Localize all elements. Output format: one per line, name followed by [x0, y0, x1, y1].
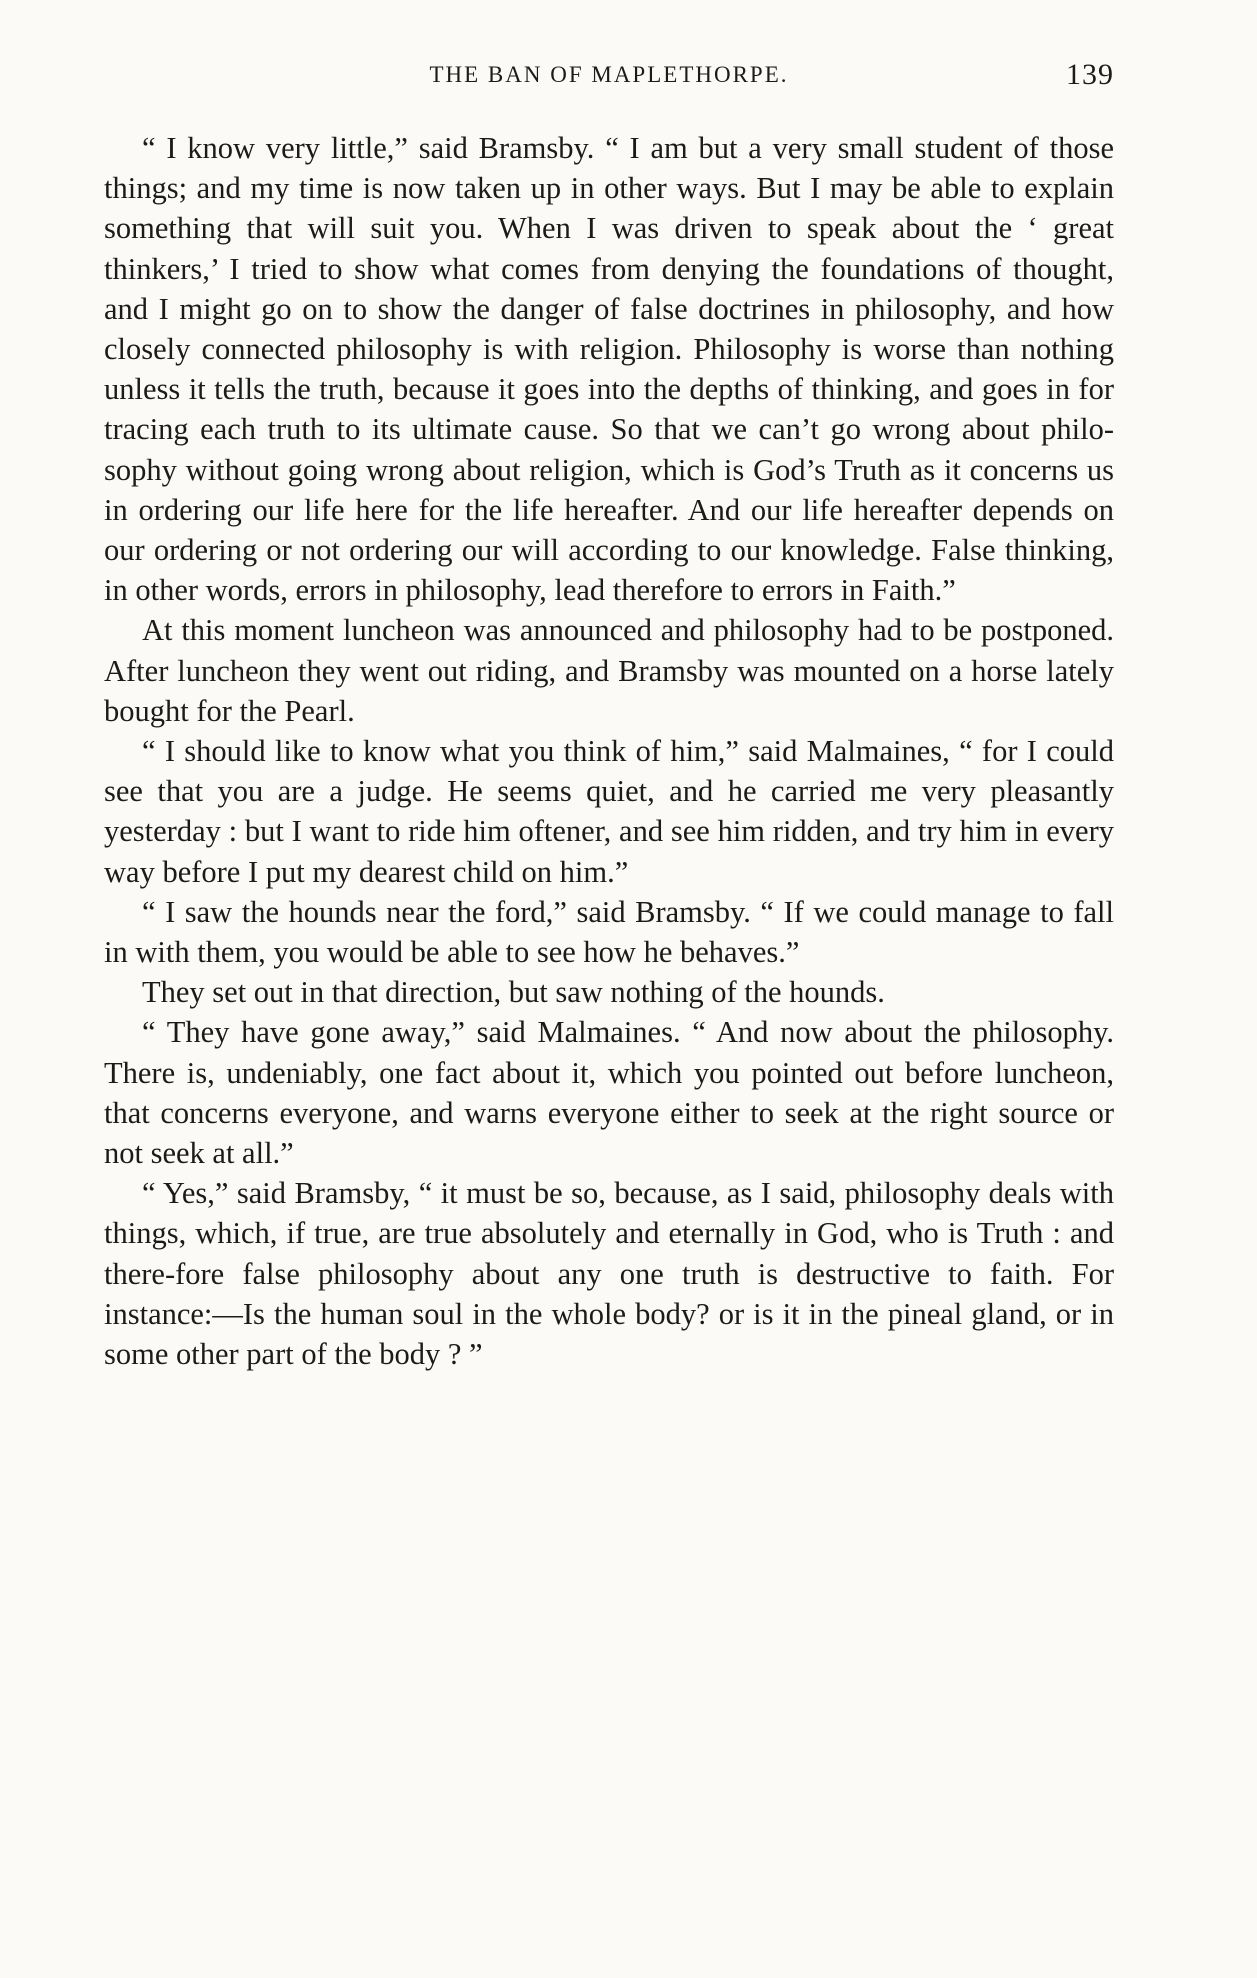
body-text: [104, 128, 1114, 1374]
running-title: THE BAN OF MAPLETHORPE.: [429, 62, 789, 87]
paragraph-5: They set out in that direction, but saw nothing of the hounds.: [142, 975, 885, 1010]
paragraph-1: “ I know very little,” said Bramsby. “ I am but a very small student of those things; and my time is now taken up in other ways. But I may be able to explain something that will suit you. When I was driven to speak about the ‘ great thinkers,’ I tried to show what comes from denying the foundations of thought, and I might go on to show the danger of false doctrines in philosophy, and how closely connected philosophy is with religion. Philosophy is worse than nothing unless it tells the truth, because it goes into the depths of thinking, and goes in for tracing each truth to its ultimate cause. So that we can’t go wrong about philo-sophy without going wrong about religion, which is God’s Truth as it concerns us in ordering our life here for the life hereafter. And our life hereafter depends on our ordering or not ordering our will according to our knowledge. False thinking, in other words, errors in philosophy, lead therefore to errors in Faith.”: [104, 131, 1114, 608]
page-number: 139: [1066, 58, 1114, 91]
paragraph-7: “ Yes,” said Bramsby, “ it must be so, because, as I said, philosophy deals with things, which, if true, are true absolutely and eternally in God, who is Truth : and there-fore false philosophy about any one truth is destructive to faith. For instance:—Is the human soul in the whole body? or is it in the pineal gland, or in some other part of the body ? ”: [104, 1176, 1114, 1372]
paragraph-6: “ They have gone away,” said Malmaines. “ And now about the philosophy. There is, undeniably, one fact about it, which you pointed out before luncheon, that concerns everyone, and warns everyone either to seek at the right source or not seek at all.”: [104, 1015, 1114, 1171]
paragraph-3: “ I should like to know what you think of him,” said Malmaines, “ for I could see that you are a judge. He seems quiet, and he carried me very pleasantly yesterday : but I want to ride him oftener, and see him ridden, and try him in every way before I put my dearest child on him.”: [104, 734, 1114, 889]
running-head: [104, 58, 1114, 98]
paragraph-2: At this moment luncheon was announced and philosophy had to be postponed. After luncheon they went out riding, and Bramsby was mounted on a horse lately bought for the Pearl.: [104, 613, 1114, 728]
paragraph-4: “ I saw the hounds near the ford,” said Bramsby. “ If we could manage to fall in with them, you would be able to see how he behaves.”: [104, 894, 1114, 970]
